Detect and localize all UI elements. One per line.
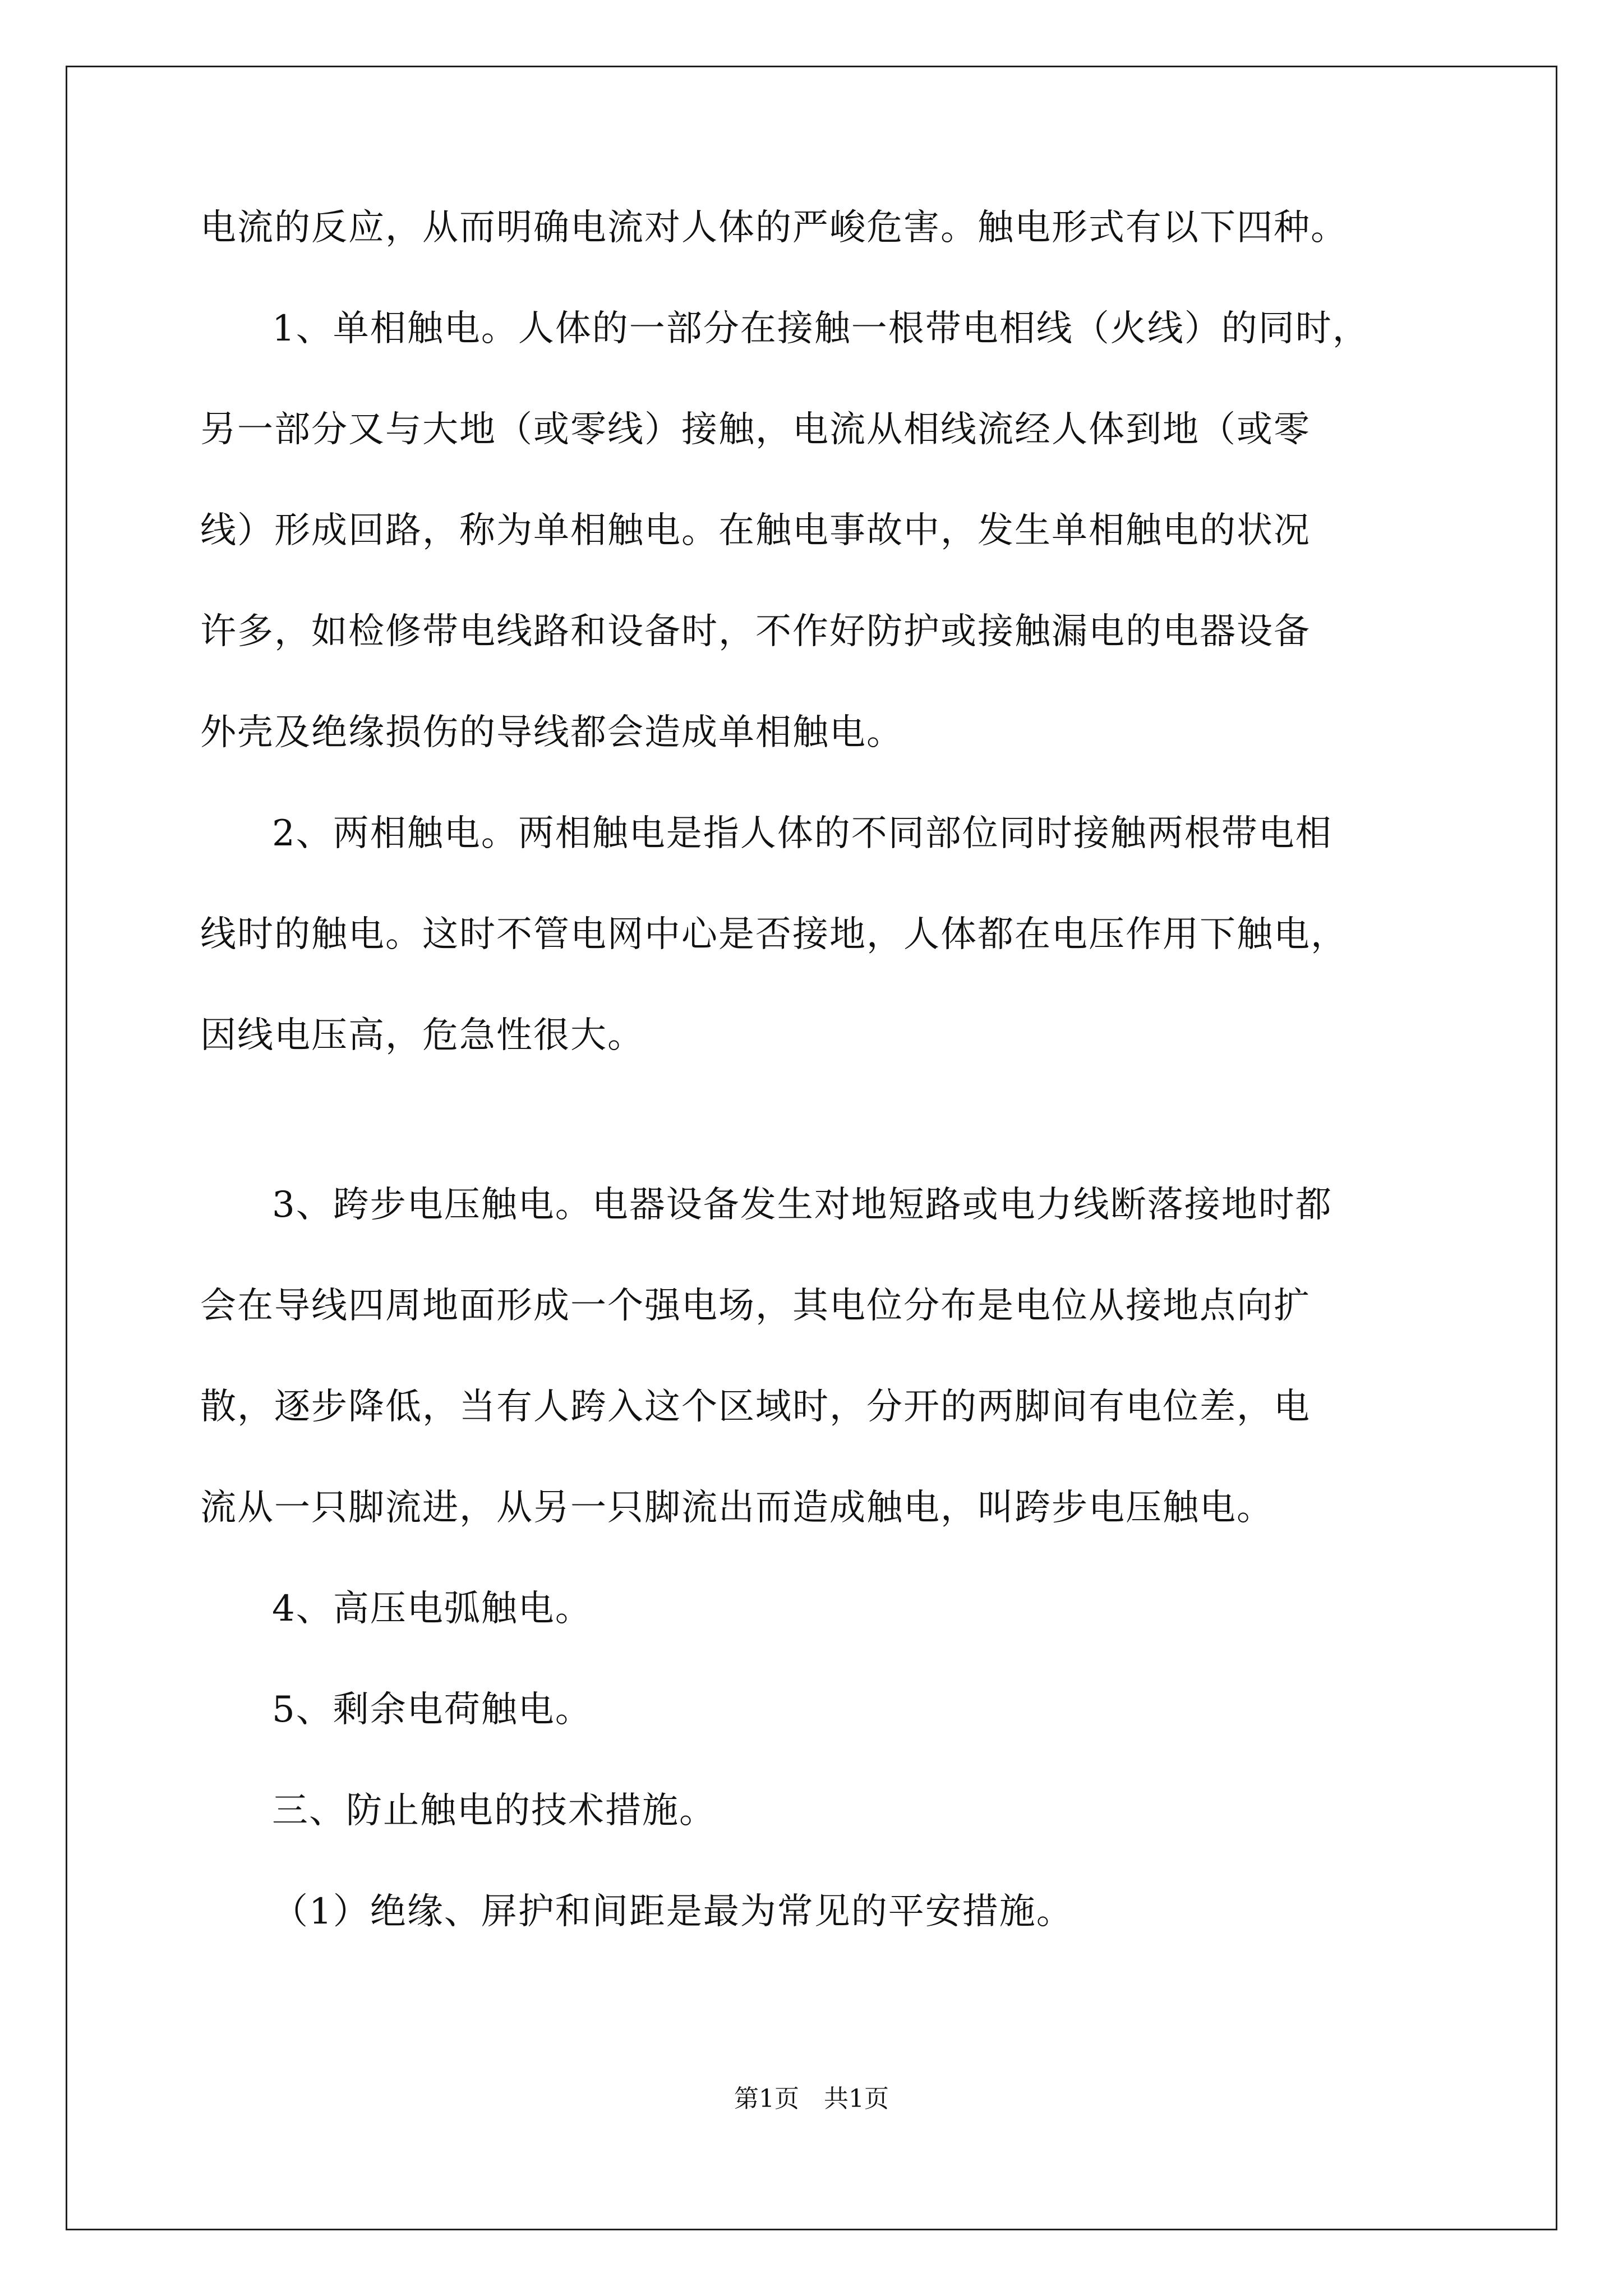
paragraph-line: 流从一只脚流进，从另一只脚流出而造成触电，叫跨步电压触电。 — [200, 1487, 1274, 1529]
paragraph-line: 2、两相触电。两相触电是指人体的不同部位同时接触两根带电相 — [272, 813, 1332, 854]
paragraph-line: 许多，如检修带电线路和设备时，不作好防护或接触漏电的电器设备 — [200, 611, 1311, 652]
paragraph-line: 外壳及绝缘损伤的导线都会造成单相触电。 — [200, 712, 903, 753]
paragraph-line: 4、高压电弧触电。 — [272, 1588, 592, 1630]
paragraph-line: 电流的反应，从而明确电流对人体的严峻危害。触电形式有以下四种。 — [200, 207, 1348, 249]
paragraph-line: （1）绝缘、屏护和间距是最为常见的平安措施。 — [272, 1891, 1073, 1932]
paragraph-line: 会在导线四周地面形成一个强电场，其电位分布是电位从接地点向扩 — [200, 1285, 1311, 1327]
paragraph-line: 3、跨步电压触电。电器设备发生对地短路或电力线断落接地时都 — [272, 1184, 1332, 1226]
paragraph-line: 线）形成回路，称为单相触电。在触电事故中，发生单相触电的状况 — [200, 510, 1311, 551]
paragraph-line: 因线电压高，危急性很大。 — [200, 1015, 644, 1056]
paragraph-line: 另一部分又与大地（或零线）接触，电流从相线流经人体到地（或零 — [200, 409, 1311, 450]
paragraph-line: 散，逐步降低，当有人跨入这个区域时，分开的两脚间有电位差，电 — [200, 1386, 1311, 1428]
paragraph-line: 线时的触电。这时不管电网中心是否接地，人体都在电压作用下触电， — [200, 914, 1348, 955]
page-footer: 第1页 共1页 — [734, 2085, 889, 2113]
section-heading: 三、防止触电的技术措施。 — [272, 1790, 716, 1832]
paragraph-line: 5、剩余电荷触电。 — [272, 1689, 592, 1731]
paragraph-line: 1、单相触电。人体的一部分在接触一根带电相线（火线）的同时， — [272, 308, 1370, 349]
